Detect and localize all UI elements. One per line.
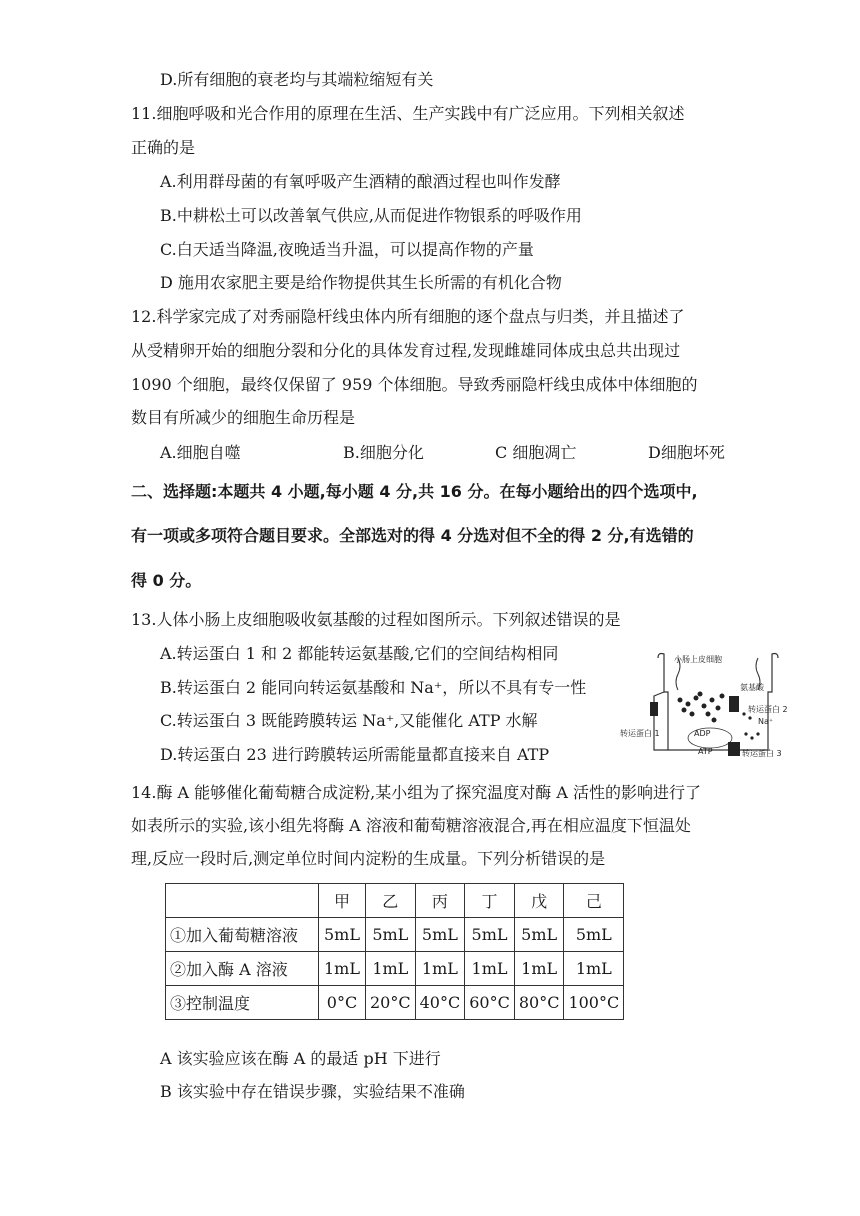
q13-option-b: B.转运蛋白 2 能同向转运氨基酸和 Na⁺，所以不具有专一性	[160, 678, 587, 697]
transporter-2-shape	[729, 696, 739, 712]
diagram-label-protein-3: 转运蛋白 3	[742, 749, 782, 758]
table-header-cell: 丙	[415, 884, 465, 918]
table-cell: 5mL	[564, 918, 624, 952]
table-cell: 0°C	[319, 986, 366, 1020]
table-header-cell: 丁	[465, 884, 515, 918]
q13-option-d: D.转运蛋白 23 进行跨膜转运所需能量都直接来自 ATP	[160, 745, 550, 764]
table-cell: 20°C	[366, 986, 416, 1020]
transporter-1-shape	[650, 702, 658, 716]
transporter-3-shape	[728, 742, 740, 756]
q13-option-c: C.转运蛋白 3 既能跨膜转运 Na⁺,又能催化 ATP 水解	[160, 711, 538, 730]
table-row	[166, 986, 624, 1020]
table-cell: 1mL	[564, 952, 624, 986]
table-cell: 5mL	[366, 918, 416, 952]
table-cell: 5mL	[514, 918, 564, 952]
diagram-label-amino-acid: 氨基酸	[740, 683, 764, 692]
q12-option-b: B.细胞分化	[343, 443, 424, 462]
table-header-cell	[166, 884, 319, 918]
section-2-heading-cont: 有一项或多项符合题目要求。全部选对的得 4 分选对但不全的得 2 分,有选错的	[131, 526, 694, 545]
section-2-heading-cont: 得 0 分。	[131, 571, 202, 590]
table-cell: 5mL	[465, 918, 515, 952]
table-cell: 60°C	[465, 986, 515, 1020]
amino-acid-transport-diagram	[618, 652, 788, 762]
table-cell: 100°C	[564, 986, 624, 1020]
table-cell: 80°C	[514, 986, 564, 1020]
table-row	[166, 918, 624, 952]
q11-stem: 11.细胞呼吸和光合作用的原理在生活、生产实践中有广泛应用。下列相关叙述	[131, 104, 685, 123]
q12-option-a: A.细胞自噬	[160, 443, 241, 462]
table-cell: 1mL	[465, 952, 515, 986]
experiment-table	[165, 883, 624, 1020]
cell-membrane-left	[654, 692, 668, 750]
diagram-label-protein-2: 转运蛋白 2	[748, 705, 788, 714]
table-cell: 5mL	[319, 918, 366, 952]
section-2-heading: 二、选择题:本题共 4 小题,每小题 4 分,共 16 分。在每小题给出的四个选项中,	[131, 482, 698, 501]
table-header-cell: 己	[564, 884, 624, 918]
q11-option-c: C.白天适当降温,夜晚适当升温，可以提高作物的产量	[160, 240, 534, 259]
table-header-cell: 甲	[319, 884, 366, 918]
q12-stem: 12.科学家完成了对秀丽隐杆线虫体内所有细胞的逐个盘点与归类，并且描述了	[131, 307, 685, 326]
table-cell: 1mL	[415, 952, 465, 986]
diagram-label-cell: 小肠上皮细胞	[674, 655, 722, 664]
table-row	[166, 952, 624, 986]
q13-option-a: A.转运蛋白 1 和 2 都能转运氨基酸,它们的空间结构相同	[160, 644, 559, 663]
diagram-label-protein-1: 转运蛋白 1	[620, 729, 660, 738]
table-cell: 5mL	[415, 918, 465, 952]
q14-stem-cont: 如表所示的实验,该小组先将酶 A 溶液和葡萄糖溶液混合,再在相应温度下恒温处	[131, 816, 691, 835]
q14-stem: 14.酶 A 能够催化葡萄糖合成淀粉,某小组为了探究温度对酶 A 活性的影响进行了	[131, 783, 701, 802]
cell-membrane	[658, 654, 778, 751]
table-header-row	[166, 884, 624, 918]
table-header-cell: 乙	[366, 884, 416, 918]
table-cell: 1mL	[319, 952, 366, 986]
q12-stem-cont: 从受精卵开始的细胞分裂和分化的具体发育过程,发现雌雄同体成虫总共出现过	[131, 341, 681, 360]
q14-stem-cont: 理,反应一段时后,测定单位时间内淀粉的生成量。下列分析错误的是	[131, 849, 606, 868]
diagram-label-na: Na⁺	[758, 717, 774, 726]
q14-option-b: B 该实验中存在错误步骤，实验结果不准确	[160, 1082, 465, 1101]
table-cell: 1mL	[366, 952, 416, 986]
amino-acid-dots	[678, 692, 725, 723]
q12-stem-cont: 1090 个细胞，最终仅保留了 959 个体细胞。导致秀丽隐杆线虫成体中体细胞的	[131, 375, 698, 394]
q14-option-a: A 该实验应该在酶 A 的最适 pH 下进行	[160, 1049, 441, 1068]
q12-stem-cont: 数目有所减少的细胞生命历程是	[131, 408, 356, 427]
q12-options	[160, 440, 735, 460]
q11-option-b: B.中耕松土可以改善氧气供应,从而促进作物银系的呼吸作用	[160, 206, 582, 225]
q12-option-d: D细胞坏死	[648, 443, 725, 462]
q11-option-a: A.利用群母菌的有氧呼吸产生酒精的酿酒过程也叫作发酵	[160, 172, 561, 191]
q11-option-d: D 施用农家肥主要是给作物提供其生长所需的有机化合物	[160, 273, 562, 292]
table-cell: ②加入酶 A 溶液	[166, 952, 319, 986]
table-header-cell: 戊	[514, 884, 564, 918]
diagram-label-adp: ADP	[694, 729, 711, 738]
table-cell: ③控制温度	[166, 986, 319, 1020]
q12-option-c: C 细胞凋亡	[495, 443, 577, 462]
table-cell: 40°C	[415, 986, 465, 1020]
q13-stem: 13.人体小肠上皮细胞吸收氨基酸的过程如图所示。下列叙述错误的是	[131, 610, 621, 629]
q10-option-d: D.所有细胞的衰老均与其端粒缩短有关	[160, 70, 434, 89]
q11-stem-cont: 正确的是	[131, 138, 196, 157]
table-cell: 1mL	[514, 952, 564, 986]
diagram-label-atp: ATP	[698, 747, 713, 756]
table-cell: ①加入葡萄糖溶液	[166, 918, 319, 952]
